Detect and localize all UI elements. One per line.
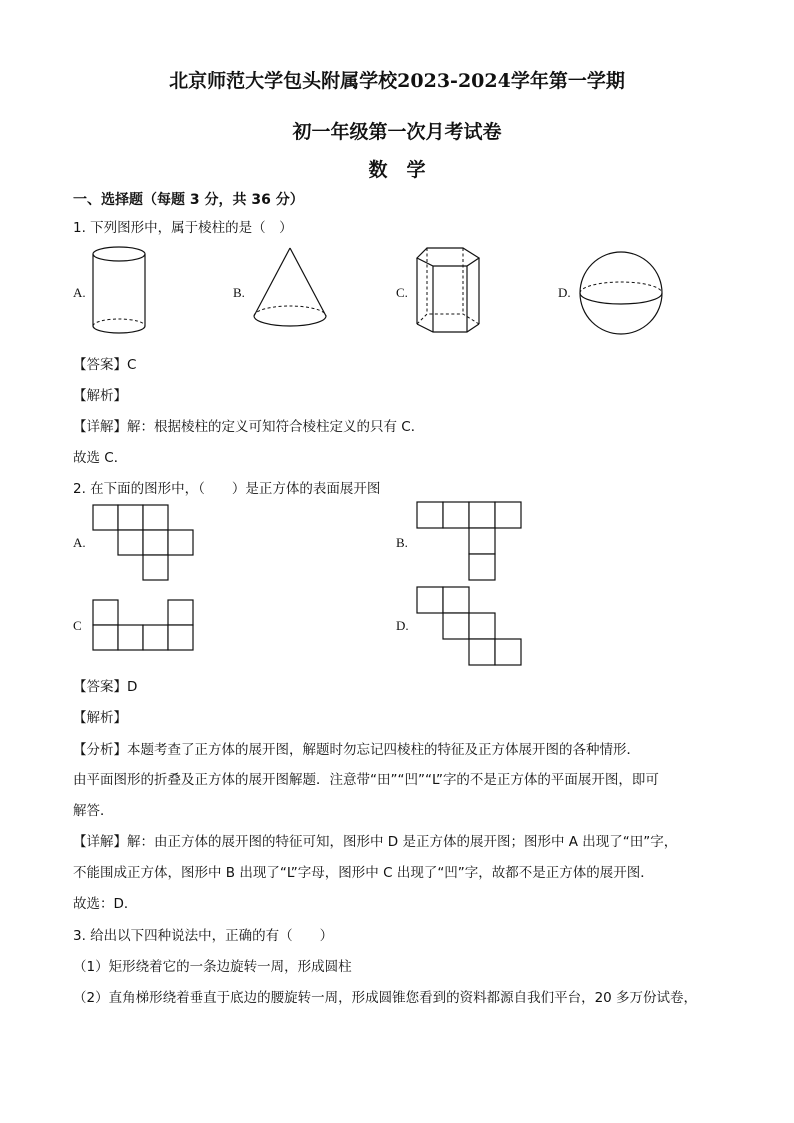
q2-conclusion: 故选：D．: [73, 896, 138, 912]
q1-option-d-label: D.: [558, 285, 571, 300]
answer-tag: 【答案】: [73, 357, 127, 373]
subject-title: 数 学: [368, 159, 426, 181]
detail-tag: 【详解】: [73, 834, 127, 850]
q3-item-1: （1）矩形绕着它的一条边旋转一周，形成圆柱: [73, 959, 352, 975]
q1-stem: 1. 下列图形中，属于棱柱的是（ ）: [73, 220, 293, 236]
q2-answer: [73, 675, 137, 695]
q3-item-2: （2）直角梯形绕着垂直于底边的腰旋转一周，形成圆锥您看到的资料都源自我们平台，20 多万份试卷，: [73, 990, 698, 1006]
answer-value: D: [127, 679, 138, 695]
q2-detail: [73, 830, 677, 850]
q1-answer: [73, 353, 136, 373]
q2-net-b: [416, 501, 528, 583]
q2-analysis-tag: 【解析】: [73, 710, 127, 726]
q2-fenxi-line3: 解答．: [73, 803, 114, 819]
q1-detail: [73, 415, 424, 435]
q1-figure-prism: [413, 244, 483, 340]
detail-tag: 【详解】: [73, 419, 127, 435]
answer-tag: 【答案】: [73, 679, 127, 695]
detail-text: 解：根据棱柱的定义可知符合棱柱定义的只有 C．: [127, 419, 425, 435]
q2-option-d-label: D.: [396, 618, 409, 633]
q1-figure-cylinder: [88, 244, 152, 340]
q2-net-c: [92, 599, 200, 655]
school-title: 北京师范大学包头附属学校2023-2024学年第一学期: [169, 70, 625, 92]
fenxi-text: 本题考查了正方体的展开图，解题时勿忘记四棱柱的特征及正方体展开图的各种情形．: [127, 742, 640, 758]
q1-option-b-label: B.: [233, 285, 245, 300]
q3-stem: 3. 给出以下四种说法中，正确的有（ ）: [73, 928, 334, 944]
q2-option-c-label: C: [73, 618, 82, 633]
detail-text: 解：由正方体的展开图的特征可知，图形中 D 是正方体的展开图；图形中 A 出现了“田”字，: [127, 834, 678, 850]
q1-conclusion: 故选 C．: [73, 450, 128, 466]
q1-figure-sphere: [578, 250, 666, 338]
q2-fenxi: [73, 738, 640, 758]
q2-net-a: [92, 504, 198, 584]
q1-option-a-label: A.: [73, 285, 86, 300]
answer-value: C: [127, 357, 137, 373]
q2-fenxi-line2: 由平面图形的折叠及正方体的展开图解题．注意带“田”“凹”“L”字的不是正方体的平面展开图，即可: [73, 772, 659, 788]
q2-option-a-label: A.: [73, 535, 86, 550]
q1-option-c-label: C.: [396, 285, 408, 300]
q2-option-b-label: B.: [396, 535, 408, 550]
section-heading: 一、选择题（每题 3 分，共 36 分）: [73, 192, 304, 208]
exam-title: 初一年级第一次月考试卷: [292, 121, 502, 143]
q2-stem: 2. 在下面的图形中，（ ）是正方体的表面展开图: [73, 481, 381, 497]
q2-net-d: [416, 586, 528, 668]
q1-analysis-tag: 【解析】: [73, 388, 127, 404]
q1-figure-cone: [250, 244, 330, 340]
fenxi-tag: 【分析】: [73, 742, 127, 758]
q2-detail-line2: 不能围成正方体，图形中 B 出现了“L”字母，图形中 C 出现了“凹”字，故都不是正方体的展开图．: [73, 865, 654, 881]
